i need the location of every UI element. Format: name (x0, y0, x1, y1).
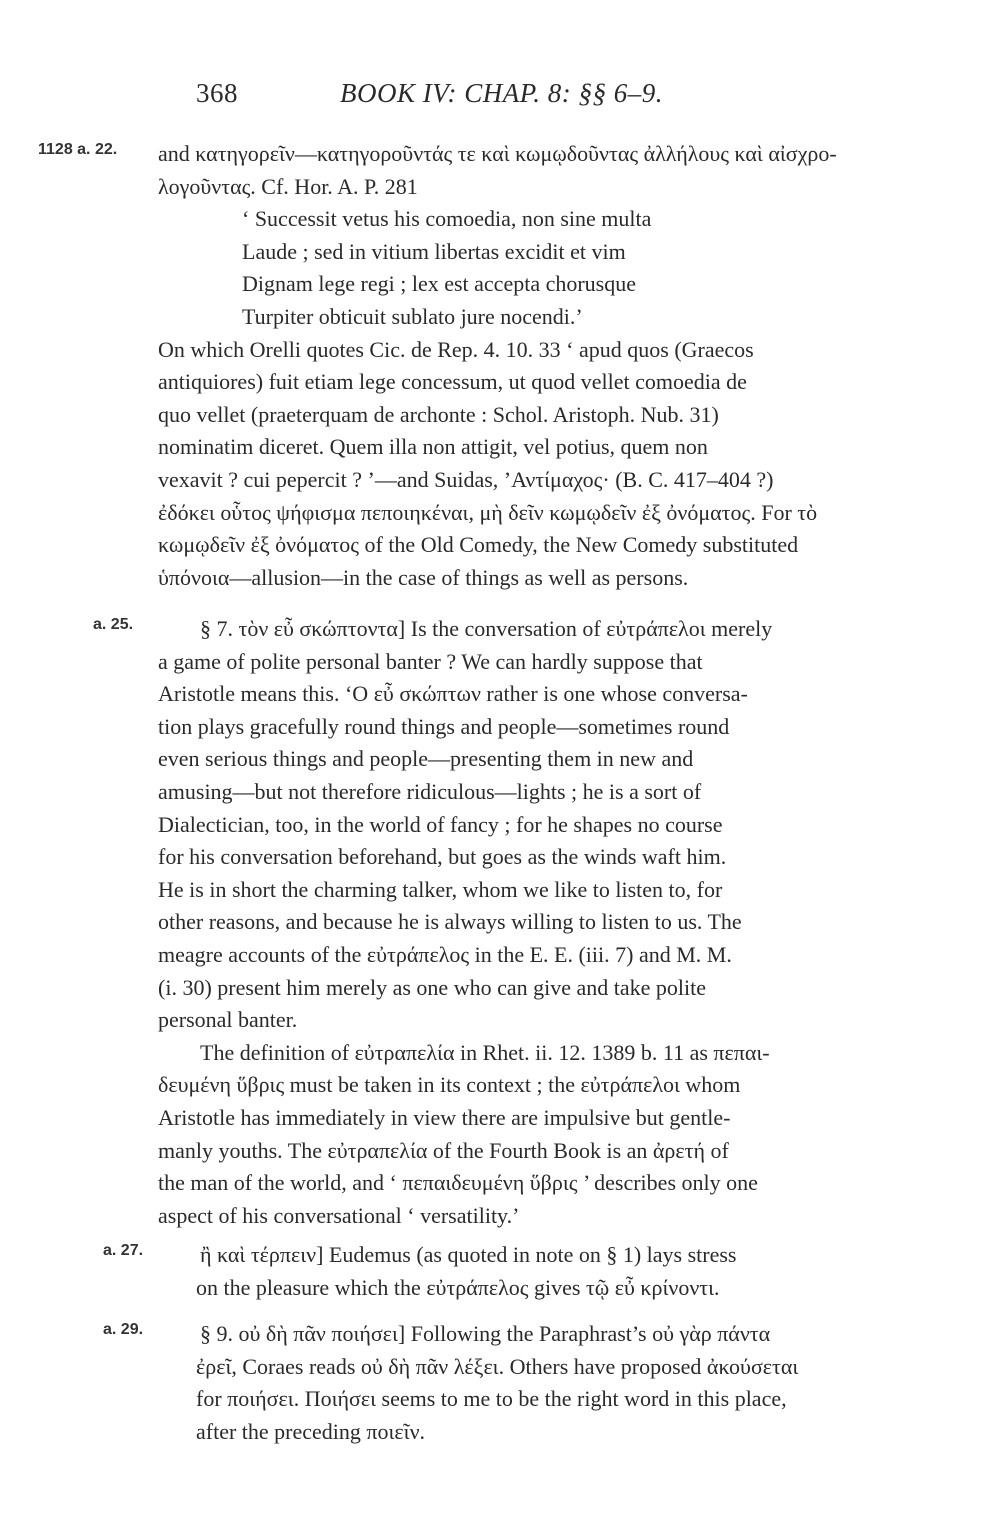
note-line: other reasons, and because he is always willing to listen to us. The (158, 909, 742, 935)
note-line: ἐρεῖ, Coraes reads οὐ δὴ πᾶν λέξει. Others have proposed ἀκούσεται (196, 1353, 799, 1379)
note-line: nominatim diceret. Quem illa non attigit, vel potius, quem non (158, 434, 708, 460)
line-reference: a. 29. (103, 1321, 144, 1338)
note-line: § 9. οὐ δὴ πᾶν ποιήσει] Following the Paraphrast’s οὐ γὰρ πάντα (200, 1321, 771, 1346)
note-line: The definition of εὐτραπελία in Rhet. ii. 12. 1389 b. 11 as πεπαι- (200, 1039, 770, 1065)
note-line: ἐδόκει οὗτος ψήφισμα πεποιηκέναι, μὴ δεῖν κωμῳδεῖν ἐξ ὀνόματος. For τὸ (158, 499, 818, 525)
note-line: after the preceding ποιεῖν. (196, 1418, 426, 1444)
note-line: ὑπόνοια—allusion—in the case of things as well as persons. (158, 564, 689, 590)
verse-line: Dignam lege regi ; lex est accepta chorusque (242, 271, 637, 297)
line-reference: a. 27. (103, 1242, 144, 1259)
note-line: tion plays gracefully round things and people—sometimes round (158, 713, 730, 739)
note-line: Aristotle means this. ‘Ο εὖ σκώπτων rather is one whose conversa- (158, 681, 748, 707)
note-line: (i. 30) present him merely as one who can give and take polite (158, 974, 706, 1000)
note-line: He is in short the charming talker, whom we like to listen to, for (158, 876, 723, 902)
note-line: On which Orelli quotes Cic. de Rep. 4. 10. 33 ‘ apud quos (Graecos (158, 336, 754, 362)
note-line: manly youths. The εὐτραπελία of the Fourth Book is an ἀρετή of (158, 1137, 729, 1163)
page-number: 368 (196, 78, 238, 108)
verse-line: Laude ; sed in vitium libertas excidit et vim (242, 238, 626, 264)
line-reference: 1128 a. 22. (38, 141, 118, 158)
note-line: κωμῳδεῖν ἐξ ὀνόματος of the Old Comedy, the New Comedy substituted (158, 532, 799, 558)
note-line: quo vellet (praeterquam de archonte : Schol. Aristoph. Nub. 31) (158, 401, 719, 427)
note-line: ἢ καὶ τέρπειν] Eudemus (as quoted in note on § 1) lays stress (200, 1242, 737, 1267)
verse-line: ‘ Successit vetus his comoedia, non sine multa (242, 206, 652, 232)
note-line: Dialectician, too, in the world of fancy ; for he shapes no course (158, 811, 723, 837)
note-line: and κατηγορεῖν—κατηγοροῦντάς τε καὶ κωμῳδοῦντας ἀλλήλους καὶ αἰσχρο- (158, 141, 837, 166)
note-line: amusing—but not therefore ridiculous—lights ; he is a sort of (158, 778, 702, 804)
note-line: a game of polite personal banter ? We can hardly suppose that (158, 648, 703, 674)
note-line: meagre accounts of the εὐτράπελος in the E. E. (iii. 7) and M. M. (158, 941, 732, 967)
note-line: the man of the world, and ‘ πεπαιδευμένη ὕβρις ’ describes only one (158, 1170, 758, 1196)
note-line: § 7. τὸν εὖ σκώπτοντα] Is the conversation of εὐτράπελοι merely (200, 616, 773, 641)
note-line: personal banter. (158, 1007, 298, 1033)
note-line: Aristotle has immediately in view there are impulsive but gentle- (158, 1104, 731, 1130)
note-line: δευμένη ὕβρις must be taken in its context ; the εὐτράπελοι whom (158, 1072, 741, 1098)
note-line: vexavit ? cui pepercit ? ’—and Suidas, ’Αντίμαχος· (B. C. 417–404 ?) (158, 466, 774, 492)
note-line: λογοῦντας. Cf. Hor. A. P. 281 (158, 173, 418, 199)
note-line: on the pleasure which the εὐτράπελος gives τῷ εὖ κρίνοντι. (196, 1274, 720, 1300)
note-line: for ποιήσει. Ποιήσει seems to me to be the right word in this place, (196, 1386, 787, 1412)
line-reference: a. 25. (93, 616, 134, 633)
note-line: for his conversation beforehand, but goes as the winds waft him. (158, 844, 727, 870)
note-line: even serious things and people—presenting them in new and (158, 746, 694, 772)
verse-line: Turpiter obticuit sublato jure nocendi.’ (242, 303, 583, 329)
note-line: antiquiores) fuit etiam lege concessum, ut quod vellet comoedia de (158, 369, 747, 395)
running-title: BOOK IV: CHAP. 8: §§ 6–9. (340, 78, 663, 108)
note-line: aspect of his conversational ‘ versatility.’ (158, 1202, 520, 1228)
